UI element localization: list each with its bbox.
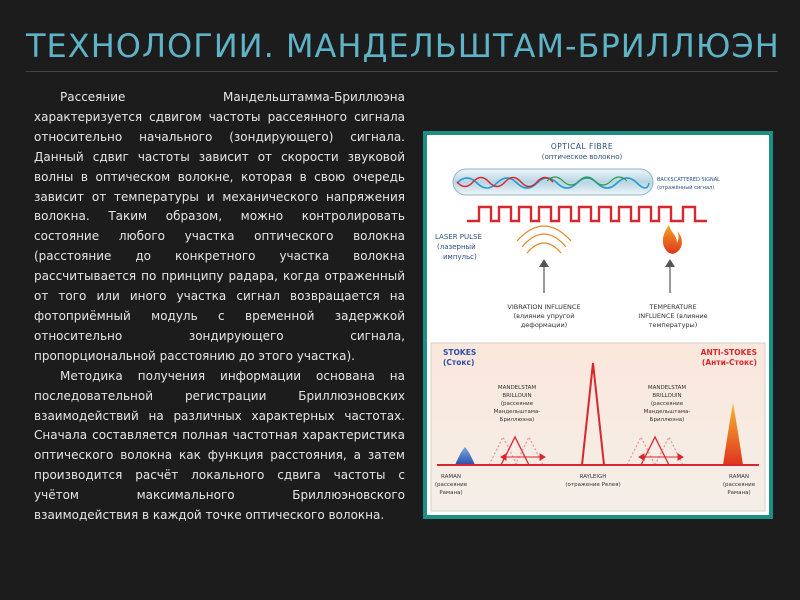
rayleigh-2: (отражение Релея) bbox=[565, 482, 621, 488]
raman-right-2: (рассеяние bbox=[722, 482, 756, 488]
antistokes-subtitle: (Анти-Стокс) bbox=[701, 358, 757, 367]
backscatter-subtitle: (отражённый сигнал) bbox=[657, 185, 715, 191]
backscatter-title: BACKSCATTERED SIGNAL bbox=[657, 177, 720, 183]
body-text bbox=[34, 88, 405, 526]
vibration-sub1: (влияние упругой bbox=[513, 312, 575, 320]
mb-right-2: BRILLOUIN bbox=[652, 393, 682, 399]
raman-left-3: Рамана) bbox=[439, 490, 463, 496]
flame-icon bbox=[663, 225, 682, 254]
raman-left-2: (рассеяние bbox=[434, 482, 468, 488]
mb-right-3: (рассеяние bbox=[650, 401, 684, 407]
laser-sub2: импульс) bbox=[443, 253, 477, 261]
title-divider bbox=[26, 71, 778, 72]
laser-pulse-train bbox=[467, 207, 707, 221]
temperature-title: TEMPERATURE bbox=[649, 303, 697, 311]
raman-right-3: Рамана) bbox=[727, 490, 751, 496]
figure-canvas bbox=[427, 135, 769, 515]
fibre-subtitle: (оптическое волокно) bbox=[541, 153, 623, 161]
vibration-arrow-head bbox=[539, 259, 549, 267]
stokes-title: STOKES bbox=[443, 348, 477, 357]
mb-left-3: (рассеяние bbox=[500, 401, 534, 407]
mb-left-1: MANDELSTAM bbox=[497, 385, 537, 391]
raman-right-1: RAMAN bbox=[729, 474, 749, 480]
mb-left-5: Бриллюэна) bbox=[499, 417, 535, 423]
rayleigh-1: RAYLEIGH bbox=[579, 474, 607, 480]
paragraph-2: Методика получения информации основана на последовательной регистрации Бриллюэновских взаимодействий на различных характерных частотах. Сначала составляется полная частотная характеристика оптического волокна как функция расстояния, а затем производится расчёт локального сдвига частоты с учётом максимального Бриллюэновского взаимодействия в каждой точке оптического волокна. bbox=[34, 368, 405, 523]
stokes-subtitle: (Стокс) bbox=[443, 358, 475, 367]
brillouin-figure bbox=[423, 131, 773, 519]
mb-right-4: Мандельштама- bbox=[643, 409, 691, 415]
fibre-title: OPTICAL FIBRE bbox=[550, 142, 614, 151]
figure-svg bbox=[427, 135, 769, 515]
temperature-sub2: температуры) bbox=[648, 321, 698, 329]
temperature-arrow-head bbox=[665, 259, 675, 267]
paragraph-1: Рассеяние Мандельштамма-Бриллюэна характеризуется сдвигом частоты рассеянного сигнала относительно начального (зондирующего) сигнала. Данный сдвиг частоты зависит от скорости звуковой волны в оптическом волокне, которая в свою очередь зависит от температуры и механического напряжения волокна. Таким образом, можно контролировать состояние любого участка оптического волокна (расстояние до конкретного участка волокна рассчитывается по принципу радара, когда отраженный от того или иного участка сигнал возвращается на фотоприёмный модуль с временной задержкой относительно зондирующего сигнала, пропорциональной расстоянию до этого участка). bbox=[34, 90, 405, 363]
slide-title: ТЕХНОЛОГИИ. МАНДЕЛЬШТАМ-БРИЛЛЮЭН bbox=[26, 27, 780, 65]
mb-left-4: Мандельштама- bbox=[493, 409, 541, 415]
mb-left-2: BRILLOUIN bbox=[502, 393, 532, 399]
vibration-waves bbox=[517, 226, 571, 253]
raman-left-1: RAMAN bbox=[441, 474, 461, 480]
laser-title: LASER PULSE bbox=[435, 233, 482, 241]
antistokes-title: ANTI-STOKES bbox=[700, 348, 757, 357]
mb-right-1: MANDELSTAM bbox=[647, 385, 687, 391]
mb-right-5: Бриллюэна) bbox=[649, 417, 685, 423]
vibration-title: VIBRATION INFLUENCE bbox=[507, 303, 581, 311]
temperature-sub1: INFLUENCE (влияние bbox=[638, 312, 708, 320]
laser-sub1: (лазерный bbox=[437, 243, 476, 251]
vibration-sub2: деформации) bbox=[520, 321, 568, 329]
